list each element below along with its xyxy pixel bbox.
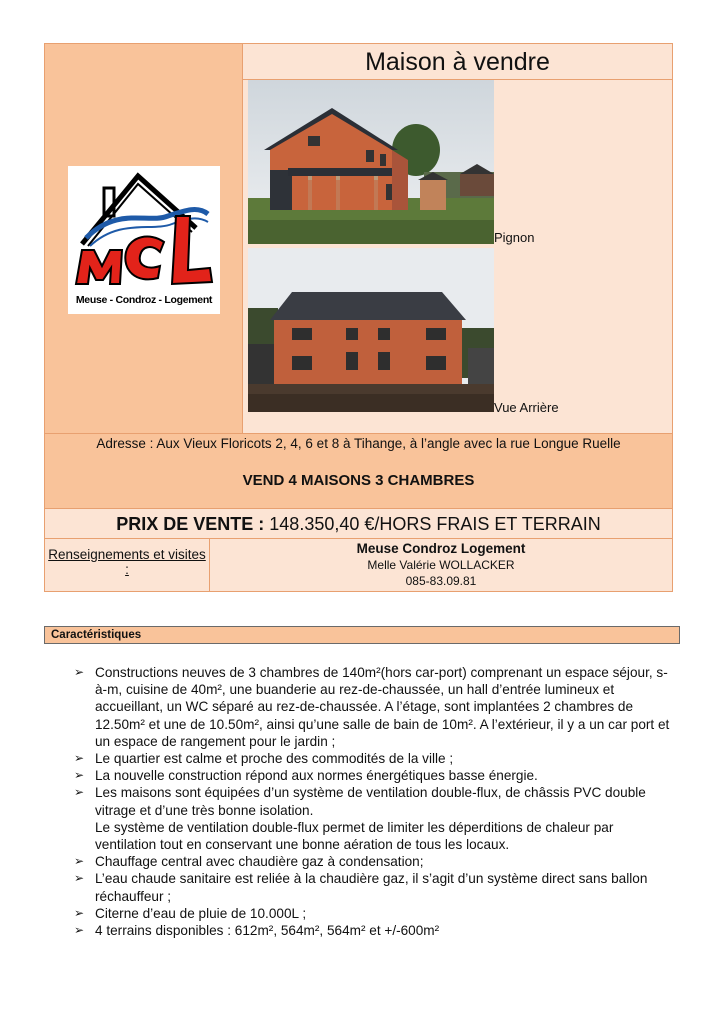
arrow-bullet-icon: ➢ xyxy=(74,768,85,783)
photo-caption-vue-arriere: Vue Arrière xyxy=(494,400,559,415)
company-logo xyxy=(68,166,220,314)
list-item: ➢ 4 terrains disponibles : 612m², 564m², 564m² et +/-600m² xyxy=(74,923,440,939)
sale-headline: VEND 4 MAISONS 3 CHAMBRES xyxy=(242,472,475,489)
contact-person: Melle Valérie WOLLACKER xyxy=(367,558,515,572)
list-item: ➢ Le quartier est calme et proche des commodités de la ville ; xyxy=(74,751,454,767)
logo-graphic xyxy=(68,166,220,314)
contact-label-cell xyxy=(45,539,210,591)
list-item: ➢ Les maisons sont équipées d’un système de ventilation double-flux, de châssis PVC double vitrage et d’une très bonne isolation. Le système de ventilation double-flux permet de limiter les déperditions de chaleur par ventilation tout en conservant une bonne aération de tous les locaux. xyxy=(74,784,674,853)
arrow-bullet-icon: ➢ xyxy=(74,923,85,938)
list-item: ➢ La nouvelle construction répond aux normes énergétiques basse énergie. xyxy=(74,768,538,784)
contact-label: Renseignements et visites : xyxy=(48,547,206,577)
photo-pignon xyxy=(248,80,494,244)
contact-details-cell xyxy=(210,539,672,591)
arrow-bullet-icon: ➢ xyxy=(74,854,85,869)
photo-vue-arriere xyxy=(248,248,494,412)
logo-cell xyxy=(45,44,243,434)
arrow-bullet-icon: ➢ xyxy=(74,785,85,800)
contact-org: Meuse Condroz Logement xyxy=(356,541,526,556)
section-title-caracteristiques: Caractéristiques xyxy=(44,626,680,644)
photo-caption-pignon: Pignon xyxy=(494,230,535,245)
address-cell xyxy=(45,434,672,509)
list-item: ➢ L’eau chaude sanitaire est reliée à la chaudière gaz, il s’agit d’un système direct sans ballon réchauffeur ; xyxy=(74,871,648,904)
photos-cell xyxy=(243,80,672,434)
arrow-bullet-icon: ➢ xyxy=(74,871,85,886)
list-item: ➢ Citerne d’eau de pluie de 10.000L ; xyxy=(74,905,307,921)
arrow-bullet-icon: ➢ xyxy=(74,665,85,679)
logo-subtitle: Meuse - Condroz - Logement xyxy=(75,294,213,306)
address-line: Adresse : Aux Vieux Floricots 2, 4, 6 et 8 à Tihange, à l’angle avec la rue Longue Ruelle xyxy=(96,436,621,451)
price-cell xyxy=(45,509,672,539)
list-item: ➢ Constructions neuves de 3 chambres de 140m²(hors car-port) comprenant un espace séjour, s-à-m, cuisine de 40m², une buanderie au rez-de-chaussée, un hall d’entrée lumineux et accueillant, un WC séparé au rez-de-chaussée. A l’étage, sont implantées 2 chambres de 12.50m² et une de 10.50m², ainsi qu’une salle de bain de 10m². A l’extérieur, il y a un car port et un espace de rangement pour le jardin ; xyxy=(74,665,670,749)
list-item: ➢ Chauffage central avec chaudière gaz à condensation; xyxy=(74,854,424,870)
page-title: Maison à vendre xyxy=(243,44,672,80)
price-value: 148.350,40 €/HORS FRAIS ET TERRAIN xyxy=(269,514,601,534)
arrow-bullet-icon: ➢ xyxy=(74,905,85,920)
contact-phone: 085-83.09.81 xyxy=(405,574,477,588)
listing-table xyxy=(44,43,673,592)
price-label: PRIX DE VENTE : xyxy=(116,514,265,534)
list-item-extra: Le système de ventilation double-flux permet de limiter les déperditions de chaleur par ventilation tout en conservant une bonne aération de tous les locaux. xyxy=(95,819,614,853)
arrow-bullet-icon: ➢ xyxy=(74,751,85,766)
features-list xyxy=(74,664,674,939)
